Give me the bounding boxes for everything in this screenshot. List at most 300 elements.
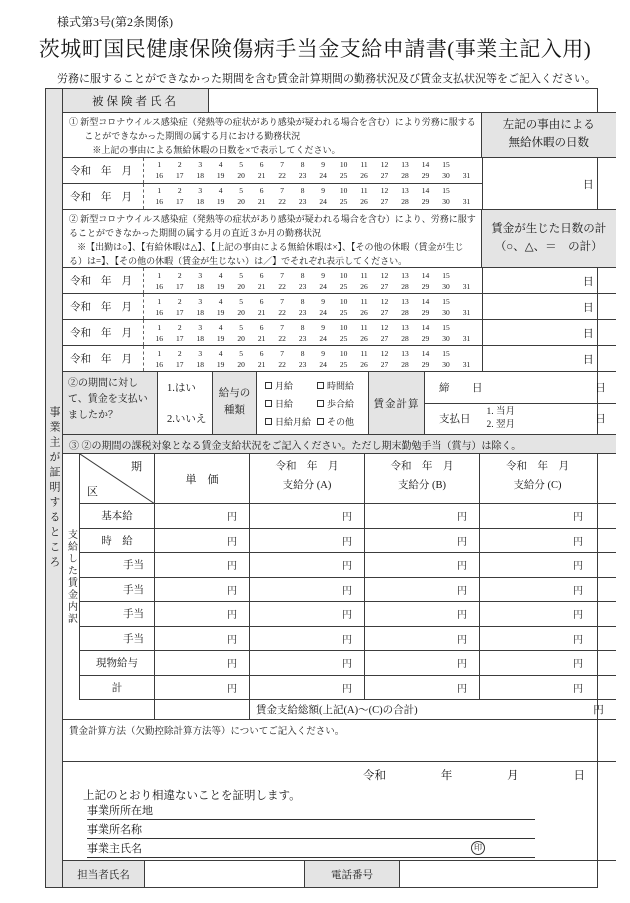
wage-row-label: 手当 [80, 602, 155, 626]
total-empty-cell [155, 700, 250, 719]
calendar-day[interactable]: 20 [237, 197, 245, 207]
day-grid[interactable] [143, 268, 482, 293]
calendar-day[interactable]: 21 [257, 307, 266, 317]
insured-name-row [63, 89, 616, 113]
wage-table-body [80, 504, 616, 700]
calendar-day[interactable]: 13 [401, 322, 409, 332]
calendar-day[interactable]: 10 [339, 160, 348, 170]
unpaid-leave-days-field[interactable]: 日 [482, 158, 616, 209]
calendar-day[interactable]: 18 [196, 171, 204, 181]
calendar-day[interactable]: 19 [216, 171, 225, 181]
calendar-day[interactable]: 10 [339, 186, 348, 196]
calendar-day[interactable]: 22 [278, 171, 286, 181]
calendar-day[interactable]: 11 [360, 160, 368, 170]
day-grid[interactable] [143, 320, 482, 345]
checkbox-icon[interactable] [317, 418, 324, 425]
insured-name-field[interactable] [209, 89, 616, 112]
page-subtitle: 労務に服することができなかった期間を含む賃金計算期間の勤務状況及び賃金支払状況等をご記入ください。 [57, 73, 596, 85]
form-number: 様式第3号(第2条関係) [57, 15, 173, 29]
calendar-day[interactable]: 26 [360, 171, 368, 181]
calendar-day[interactable]: 12 [380, 270, 389, 280]
calendar-day[interactable]: 16 [155, 307, 163, 317]
wage-amount-field[interactable]: 円 [155, 676, 250, 700]
calendar-day[interactable]: 21 [257, 171, 266, 181]
wage-amount-field[interactable]: 円 [155, 553, 250, 577]
calendar-day[interactable]: 7 [280, 296, 284, 306]
calendar-day[interactable]: 20 [237, 333, 245, 343]
day-grid[interactable] [143, 184, 482, 209]
salary-type-checkboxes [257, 372, 369, 434]
calendar-day[interactable]: 25 [339, 359, 348, 369]
calendar-day[interactable]: 26 [360, 281, 368, 291]
calendar-day[interactable]: 17 [175, 281, 184, 291]
era-date-cell[interactable]: 令和 年 月 [70, 276, 132, 287]
calendar-day[interactable]: 15 [442, 186, 450, 196]
calendar-day[interactable]: 26 [360, 307, 368, 317]
phone-label: 電話番号 [305, 861, 400, 887]
day-grid[interactable] [143, 158, 482, 183]
calendar-day[interactable]: 28 [401, 307, 409, 317]
calendar-day[interactable]: 29 [421, 197, 430, 207]
calendar-day[interactable]: 21 [257, 197, 266, 207]
wage-amount-field[interactable]: 円 [155, 504, 250, 528]
calendar-day[interactable]: 27 [380, 281, 389, 291]
calendar-day[interactable]: 4 [218, 348, 223, 358]
era-date-cell[interactable]: 令和 年 月 [70, 165, 132, 177]
calendar-day[interactable]: 6 [259, 186, 264, 196]
calendar-day[interactable]: 14 [421, 296, 430, 306]
wage-amount-field[interactable]: 円 [250, 627, 365, 651]
calendar-day[interactable]: 31 [462, 281, 471, 291]
wage-amount-field[interactable]: 円 [365, 504, 480, 528]
calendar-day[interactable]: 27 [380, 307, 389, 317]
wage-amount-field[interactable]: 円 [155, 627, 250, 651]
calendar-day[interactable]: 18 [196, 359, 204, 369]
wage-amount-field[interactable]: 円 [250, 578, 365, 602]
calendar-day[interactable]: 23 [298, 307, 307, 317]
salary-type-option[interactable]: 時間給 [317, 379, 354, 392]
calendar-day[interactable]: 25 [339, 333, 348, 343]
calendar-day[interactable]: 24 [319, 197, 327, 207]
calendar-day[interactable]: 27 [380, 171, 389, 181]
wage-amount-field[interactable]: 円 [573, 683, 583, 695]
calendar-day[interactable]: 2 [177, 348, 182, 358]
wage-amount-field[interactable]: 円 [365, 578, 480, 602]
paid-days-count-field[interactable]: 日 [482, 320, 616, 345]
calendar-day[interactable]: 15 [442, 322, 450, 332]
calendar-day[interactable]: 1 [157, 322, 162, 332]
column-header-unit-price: 単 価 [155, 454, 250, 503]
calendar-day[interactable]: 6 [259, 296, 264, 306]
era-date-cell[interactable]: 令和 年 月 [70, 302, 132, 313]
calendar-day[interactable]: 5 [239, 270, 244, 280]
calendar-day[interactable]: 7 [280, 270, 284, 280]
month-row [63, 346, 616, 372]
closing-day-row[interactable]: 締 日 日 [425, 372, 616, 404]
wage-amount-field[interactable]: 円 [365, 602, 480, 626]
calendar-day[interactable]: 14 [421, 186, 430, 196]
calendar-day[interactable]: 24 [319, 333, 327, 343]
calendar-day[interactable]: 21 [257, 359, 266, 369]
payday-row[interactable]: 支払日 1. 当月 2. 翌月 日 [439, 406, 606, 430]
wage-calc-label: 賃金計算 [369, 372, 425, 434]
wage-row-label: 手当 [80, 553, 155, 577]
era-date-cell[interactable]: 令和 年 月 [70, 191, 132, 203]
wage-amount-field[interactable]: 円 [365, 529, 480, 553]
calendar-day[interactable]: 5 [239, 186, 244, 196]
calendar-day[interactable]: 2 [177, 186, 182, 196]
calendar-day[interactable]: 1 [157, 270, 162, 280]
calendar-day[interactable]: 3 [198, 186, 203, 196]
calendar-day[interactable]: 14 [421, 348, 430, 358]
paid-days-count-field[interactable]: 日 [482, 294, 616, 319]
calendar-day[interactable]: 30 [442, 333, 450, 343]
calendar-day[interactable]: 27 [380, 197, 389, 207]
calendar-day[interactable]: 2 [177, 322, 182, 332]
calendar-day[interactable]: 28 [401, 171, 409, 181]
calendar-day[interactable]: 4 [218, 186, 223, 196]
calendar-day[interactable]: 3 [198, 160, 203, 170]
calendar-day[interactable]: 8 [300, 296, 305, 306]
wage-amount-field[interactable]: 円 [155, 602, 250, 626]
calendar-day[interactable]: 30 [442, 307, 450, 317]
calendar-day[interactable]: 14 [421, 270, 430, 280]
wage-amount-field[interactable]: 円 [573, 536, 583, 548]
calendar-day[interactable]: 2 [177, 160, 182, 170]
calendar-day[interactable]: 11 [360, 270, 368, 280]
calendar-day[interactable]: 14 [421, 160, 430, 170]
wage-amount-field[interactable]: 円 [365, 627, 480, 651]
section3-header: ③ ②の期間の課税対象となる賃金支給状況をご記入ください。ただし期末勤勉手当（賞与）は除く。 [63, 435, 616, 454]
calendar-day[interactable]: 31 [462, 333, 471, 343]
calendar-day[interactable]: 28 [401, 333, 409, 343]
calendar-day[interactable]: 26 [360, 197, 368, 207]
salary-type-option[interactable]: 歩合給 [317, 397, 354, 410]
calendar-day[interactable]: 6 [259, 270, 264, 280]
section2-right-header: 賃金が生じた日数の計 （○、△、＝ の計） [482, 210, 616, 267]
wage-row-label: 計 [80, 676, 155, 700]
calendar-day[interactable]: 20 [237, 281, 245, 291]
calendar-day[interactable]: 21 [257, 333, 266, 343]
calendar-day[interactable]: 13 [401, 186, 409, 196]
calendar-day[interactable]: 11 [360, 348, 368, 358]
wage-amount-field[interactable]: 円 [250, 529, 365, 553]
calendar-day[interactable]: 7 [280, 186, 284, 196]
office-address-field[interactable]: 事業所所在地 [87, 802, 535, 820]
owner-name-field[interactable]: 事業主氏名 印 [87, 840, 535, 858]
checkbox-icon[interactable] [317, 400, 324, 407]
calendar-day[interactable]: 25 [339, 197, 348, 207]
calendar-day[interactable]: 23 [298, 359, 307, 369]
wage-amount-field[interactable]: 円 [573, 512, 583, 524]
calendar-day[interactable]: 29 [421, 333, 430, 343]
calendar-day[interactable]: 17 [175, 359, 184, 369]
wage-amount-field[interactable]: 円 [573, 585, 583, 597]
calendar-day[interactable]: 3 [198, 322, 203, 332]
calendar-day[interactable]: 9 [321, 270, 325, 280]
office-name-field[interactable]: 事業所名称 [87, 821, 535, 839]
calendar-day[interactable]: 29 [421, 307, 430, 317]
calendar-day[interactable]: 19 [216, 281, 225, 291]
calendar-day[interactable]: 11 [360, 296, 368, 306]
wage-amount-field[interactable]: 円 [365, 651, 480, 675]
calendar-day[interactable]: 30 [442, 359, 450, 369]
calendar-day[interactable]: 18 [196, 333, 204, 343]
wage-amount-field[interactable]: 円 [573, 659, 583, 671]
wage-total-field[interactable]: 賃金支給総額(上記(A)～(C)の合計) 円 [256, 705, 604, 716]
employer-certify-strip [46, 89, 63, 887]
calendar-day[interactable]: 6 [259, 160, 264, 170]
certification-date[interactable]: 令和 年 月 日 [363, 770, 585, 782]
wage-amount-field[interactable]: 円 [573, 610, 583, 622]
calendar-day[interactable]: 3 [198, 296, 203, 306]
calendar-day[interactable]: 12 [380, 348, 389, 358]
calendar-day[interactable]: 25 [339, 307, 348, 317]
calendar-day[interactable]: 11 [360, 322, 368, 332]
table-row [80, 504, 616, 529]
calendar-day[interactable]: 8 [300, 186, 305, 196]
checkbox-icon[interactable] [265, 382, 272, 389]
calendar-day[interactable]: 6 [259, 322, 264, 332]
calendar-day[interactable]: 16 [155, 333, 163, 343]
day-grid[interactable] [143, 294, 482, 319]
calendar-day[interactable]: 10 [339, 322, 348, 332]
certification-statement: 上記のとおり相違ないことを証明します。 [83, 790, 301, 802]
wage-row-label: 現物給与 [80, 651, 155, 675]
calendar-day[interactable]: 13 [401, 270, 409, 280]
paid-days-count-field[interactable]: 日 [482, 346, 616, 371]
wage-amount-field[interactable]: 円 [365, 676, 480, 700]
calendar-day[interactable]: 9 [321, 296, 325, 306]
calendar-day[interactable]: 23 [298, 171, 307, 181]
calendar-day[interactable]: 27 [380, 359, 389, 369]
section2-description: ② 新型コロナウイルス感染症（発熱等の症状があり感染が疑われる場合を含む）により、労務に服す ることができなかった期間の属する月の直近３か月の勤務状況 ※【出勤は○】、【有給休暇は△】、【上記の事由による無給休暇は×】、【その他の休暇（賃金が生じ る）は=】、【その他の休暇（賃金が生じない）は／】でそれぞれ表示してください。 [63, 210, 482, 267]
calendar-day[interactable]: 26 [360, 359, 368, 369]
calendar-day[interactable]: 30 [442, 171, 450, 181]
calendar-day[interactable]: 15 [442, 296, 450, 306]
salary-type-option[interactable]: 日給月給 [265, 415, 317, 428]
calendar-day[interactable]: 23 [298, 281, 307, 291]
era-date-cell[interactable]: 令和 年 月 [70, 328, 132, 339]
contact-name-field[interactable] [145, 861, 305, 887]
payday-options[interactable]: 1. 当月 2. 翌月 [486, 406, 516, 430]
calendar-day[interactable]: 8 [300, 270, 305, 280]
calendar-day[interactable]: 18 [196, 197, 204, 207]
calendar-day[interactable]: 7 [280, 348, 284, 358]
salary-type-option[interactable]: 月給 [265, 379, 317, 392]
wage-amount-field[interactable]: 円 [250, 553, 365, 577]
calendar-day[interactable]: 3 [198, 348, 203, 358]
calendar-day[interactable]: 5 [239, 160, 244, 170]
calendar-day[interactable]: 29 [421, 281, 430, 291]
calendar-day[interactable]: 15 [442, 160, 450, 170]
calendar-day[interactable]: 11 [360, 186, 368, 196]
month-row [63, 268, 616, 294]
calendar-day[interactable]: 8 [300, 160, 305, 170]
calendar-day[interactable]: 22 [278, 333, 286, 343]
calendar-day[interactable]: 24 [319, 171, 327, 181]
payment-question-row [63, 372, 616, 435]
month-row [63, 320, 616, 346]
calendar-day[interactable]: 13 [401, 160, 409, 170]
calendar-day[interactable]: 24 [319, 281, 327, 291]
payment-option-no[interactable]: 2.いいえ [167, 414, 207, 425]
calendar-day[interactable]: 23 [298, 333, 307, 343]
calendar-day[interactable]: 25 [339, 171, 348, 181]
calendar-day[interactable]: 5 [239, 348, 244, 358]
calendar-day[interactable]: 2 [177, 270, 182, 280]
calendar-day[interactable]: 1 [157, 348, 162, 358]
calendar-day[interactable]: 12 [380, 296, 389, 306]
calendar-day[interactable]: 12 [380, 186, 389, 196]
table-row [80, 578, 616, 603]
calendar-day[interactable]: 18 [196, 281, 204, 291]
table-row [80, 553, 616, 578]
wage-table-header [80, 454, 616, 504]
calendar-day[interactable]: 4 [218, 270, 223, 280]
calendar-day[interactable]: 20 [237, 359, 245, 369]
calendar-day[interactable]: 4 [218, 322, 223, 332]
calendar-day[interactable]: 30 [442, 281, 450, 291]
calendar-day[interactable]: 5 [239, 296, 244, 306]
calendar-day[interactable]: 13 [401, 296, 409, 306]
calendar-day[interactable]: 31 [462, 197, 471, 207]
calendar-day[interactable]: 23 [298, 197, 307, 207]
calendar-day[interactable]: 31 [462, 307, 471, 317]
wage-calc-method-field[interactable]: 賃金計算方法（欠勤控除計算方法等）についてご記入ください。 [63, 720, 616, 762]
calendar-day[interactable]: 17 [175, 197, 184, 207]
calendar-day[interactable]: 14 [421, 322, 430, 332]
calendar-day[interactable]: 22 [278, 359, 286, 369]
calendar-day[interactable]: 9 [321, 186, 325, 196]
wage-amount-field[interactable]: 円 [573, 561, 583, 573]
calendar-day[interactable]: 3 [198, 270, 203, 280]
era-date-cell[interactable]: 令和 年 月 [70, 354, 132, 365]
calendar-day[interactable]: 27 [380, 333, 389, 343]
day-grid[interactable] [143, 346, 482, 371]
calendar-day[interactable]: 22 [278, 307, 286, 317]
month-row [63, 158, 482, 184]
calendar-day[interactable]: 1 [157, 296, 162, 306]
calendar-day[interactable]: 22 [278, 197, 286, 207]
calendar-day[interactable]: 16 [155, 197, 163, 207]
payment-option-yes[interactable]: 1.はい [167, 383, 196, 394]
calendar-day[interactable]: 24 [319, 307, 327, 317]
section1-description: ① 新型コロナウイルス感染症（発熱等の症状があり感染が疑われる場合を含む）により労務に服する ことができなかった期間の属する月における勤務状況 ※上記の事由による無給休暇の日数を×で表示してください。 [63, 113, 482, 157]
calendar-day[interactable]: 25 [339, 281, 348, 291]
calendar-day[interactable]: 7 [280, 322, 284, 332]
calendar-day[interactable]: 29 [421, 359, 430, 369]
contact-row [63, 861, 616, 887]
calendar-day[interactable]: 31 [462, 171, 471, 181]
calendar-day[interactable]: 17 [175, 307, 184, 317]
calendar-day[interactable]: 20 [237, 171, 245, 181]
wage-amount-field[interactable]: 円 [365, 553, 480, 577]
calendar-day[interactable]: 8 [300, 348, 305, 358]
calendar-day[interactable]: 28 [401, 197, 409, 207]
calendar-day[interactable]: 12 [380, 160, 389, 170]
calendar-day[interactable]: 4 [218, 296, 223, 306]
checkbox-icon[interactable] [265, 400, 272, 407]
page-title: 茨城町国民健康保険傷病手当金支給申請書(事業主記入用) [38, 37, 592, 61]
calendar-day[interactable]: 28 [401, 359, 409, 369]
wage-row-label: 手当 [80, 578, 155, 602]
calendar-day[interactable]: 10 [339, 296, 348, 306]
calendar-day[interactable]: 10 [339, 348, 348, 358]
insured-name-label: 被保険者氏名 [63, 89, 209, 112]
calendar-day[interactable]: 18 [196, 307, 204, 317]
calendar-day[interactable]: 19 [216, 307, 225, 317]
calendar-day[interactable]: 20 [237, 307, 245, 317]
calendar-day[interactable]: 12 [380, 322, 389, 332]
calendar-day[interactable]: 19 [216, 359, 225, 369]
wage-calc-cell [425, 372, 616, 434]
calendar-day[interactable]: 21 [257, 281, 266, 291]
checkbox-icon[interactable] [317, 382, 324, 389]
calendar-day[interactable]: 10 [339, 270, 348, 280]
calendar-day[interactable]: 13 [401, 348, 409, 358]
calendar-day[interactable]: 4 [218, 160, 223, 170]
calendar-day[interactable]: 5 [239, 322, 244, 332]
calendar-day[interactable]: 29 [421, 171, 430, 181]
wage-breakdown-label-cell: 支給した賃金内訳 [63, 454, 80, 700]
calendar-day[interactable]: 17 [175, 333, 184, 343]
calendar-day[interactable]: 9 [321, 348, 325, 358]
calendar-day[interactable]: 6 [259, 348, 264, 358]
wage-amount-field[interactable]: 円 [250, 676, 365, 700]
calendar-day[interactable]: 1 [157, 186, 162, 196]
calendar-day[interactable]: 2 [177, 296, 182, 306]
wage-amount-field[interactable]: 円 [250, 602, 365, 626]
application-form [45, 88, 607, 888]
wage-amount-field[interactable]: 円 [155, 651, 250, 675]
calendar-day[interactable]: 15 [442, 348, 450, 358]
wage-amount-field[interactable]: 円 [155, 529, 250, 553]
phone-field[interactable] [400, 861, 616, 887]
calendar-day[interactable]: 28 [401, 281, 409, 291]
calendar-day[interactable]: 8 [300, 322, 305, 332]
wage-row-label: 時 給 [80, 529, 155, 553]
paid-days-count-field[interactable]: 日 [482, 268, 616, 293]
wage-amount-field[interactable]: 円 [573, 634, 583, 646]
calendar-day[interactable]: 19 [216, 333, 225, 343]
payment-answer-cell[interactable] [158, 372, 213, 434]
calendar-day[interactable]: 16 [155, 359, 163, 369]
calendar-day[interactable]: 31 [462, 359, 471, 369]
calendar-day[interactable]: 22 [278, 281, 286, 291]
calendar-day[interactable]: 17 [175, 171, 184, 181]
table-row [80, 676, 616, 701]
salary-type-option[interactable]: その他 [317, 415, 354, 428]
calendar-day[interactable]: 16 [155, 171, 163, 181]
wage-amount-field[interactable]: 円 [155, 578, 250, 602]
salary-type-option[interactable]: 日給 [265, 397, 317, 410]
wage-row-label: 基本給 [80, 504, 155, 528]
calendar-day[interactable]: 7 [280, 160, 284, 170]
calendar-day[interactable]: 15 [442, 270, 450, 280]
calendar-day[interactable]: 16 [155, 281, 163, 291]
wage-amount-field[interactable]: 円 [250, 651, 365, 675]
calendar-day[interactable]: 30 [442, 197, 450, 207]
calendar-day[interactable]: 1 [157, 160, 162, 170]
calendar-day[interactable]: 26 [360, 333, 368, 343]
calendar-day[interactable]: 9 [321, 322, 325, 332]
wage-amount-field[interactable]: 円 [250, 504, 365, 528]
calendar-day[interactable]: 19 [216, 197, 225, 207]
calendar-day[interactable]: 24 [319, 359, 327, 369]
calendar-day[interactable]: 9 [321, 160, 325, 170]
checkbox-icon[interactable] [265, 418, 272, 425]
